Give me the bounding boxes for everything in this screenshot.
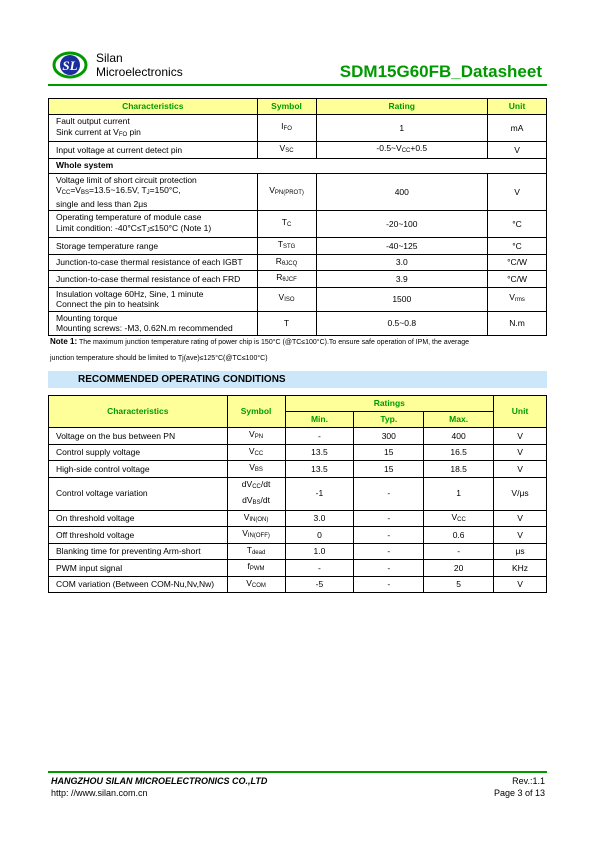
row-unit: V: [494, 461, 547, 478]
row-characteristic: Control supply voltage: [49, 444, 228, 461]
char-line: [56, 223, 250, 237]
row-min: -: [285, 428, 354, 445]
symbol: T: [281, 217, 287, 228]
subscript: PN: [254, 434, 264, 440]
row-unit: mA: [488, 115, 547, 142]
table-row: [49, 142, 547, 159]
note-line1: [50, 334, 545, 351]
header-typ: Typ.: [354, 412, 424, 428]
symbol: T: [246, 544, 252, 555]
row-min: 0: [285, 527, 354, 544]
group-row: [49, 158, 547, 173]
row-symbol: [257, 173, 316, 211]
row-symbol: [227, 461, 285, 478]
subscript: IN(ON): [249, 516, 269, 523]
symbol: R: [275, 255, 282, 266]
table-row: [49, 444, 547, 461]
row-min: -5: [285, 576, 354, 593]
text: ≤150°C (Note 1): [149, 222, 212, 233]
company-name: [96, 51, 183, 79]
row-unit: V: [494, 576, 547, 593]
row-symbol: [227, 560, 285, 577]
char-line: Connect the pin to heatsink: [56, 299, 160, 309]
row-min: 1.0: [285, 543, 354, 560]
row-rating: 3.0: [316, 254, 488, 271]
row-characteristic: Off threshold voltage: [49, 527, 228, 544]
row-characteristic: [49, 115, 258, 142]
row-unit: V: [494, 428, 547, 445]
row-unit: °C/W: [488, 254, 547, 271]
row-characteristic: Blanking time for preventing Arm-short: [49, 543, 228, 560]
table-row: [49, 271, 547, 288]
char-line: Mounting torque: [56, 312, 118, 323]
char-line: Fault output current: [56, 116, 130, 126]
row-rating: -20~100: [316, 211, 488, 238]
company-line2: Microelectronics: [96, 65, 183, 79]
subscript: CC: [401, 148, 411, 154]
header-min: Min.: [285, 412, 354, 428]
subscript: BS: [254, 467, 263, 473]
text: =V: [70, 185, 81, 195]
subscript: IN(OFF): [247, 533, 270, 539]
row-characteristic: Storage temperature range: [49, 238, 258, 255]
row-rating: 0.5~0.8: [316, 311, 488, 335]
row-rating: -40~125: [316, 238, 488, 255]
table-row: [49, 510, 547, 527]
text: Sink current at V: [56, 126, 119, 137]
symbol: V: [269, 185, 275, 195]
row-max: 20: [424, 560, 494, 577]
row-unit: °C/W: [488, 271, 547, 288]
row-unit: V: [494, 510, 547, 527]
subscript: FO: [118, 131, 128, 138]
symbol: V: [248, 445, 255, 456]
row-symbol: [227, 527, 285, 544]
header-unit: Unit: [494, 396, 547, 428]
row-unit: μs: [494, 543, 547, 560]
row-characteristic: On threshold voltage: [49, 510, 228, 527]
table-row: [49, 477, 547, 510]
table-row: [49, 115, 547, 142]
row-typ: 300: [354, 428, 424, 445]
row-symbol: [257, 142, 316, 159]
subscript: CC: [61, 190, 71, 196]
row-typ: -: [354, 543, 424, 560]
note-line2: junction temperature should be limited to Tj(ave)≤125°C(@TC≤100°C): [50, 355, 268, 362]
row-unit: [488, 287, 547, 311]
row-max: 400: [424, 428, 494, 445]
row-rating: 1500: [316, 287, 488, 311]
header-symbol: Symbol: [227, 396, 285, 428]
text: =150°C,: [149, 185, 181, 195]
row-unit: KHz: [494, 560, 547, 577]
row-characteristic: [49, 311, 258, 335]
subscript: COM: [251, 582, 266, 589]
symbol-line: [235, 495, 278, 509]
row-unit: V: [494, 527, 547, 544]
row-unit: V/μs: [494, 477, 547, 510]
text: V: [451, 511, 458, 522]
subscript: rms: [514, 297, 525, 304]
company-line1: Silan: [96, 51, 123, 65]
subscript: J: [146, 227, 150, 234]
document-title: SDM15G60FB_Datasheet: [339, 62, 542, 81]
char-line: Mounting screws: -M3, 0.62N.m recommended: [56, 323, 233, 333]
text: pin: [127, 126, 141, 137]
row-unit: °C: [488, 211, 547, 238]
char-line: [56, 185, 250, 199]
table-row: [49, 428, 547, 445]
row-min: -1: [285, 477, 354, 510]
subscript: SC: [285, 148, 294, 154]
header-characteristics: Characteristics: [49, 396, 228, 428]
subscript: PN(PROT): [274, 190, 304, 196]
subscript: CC: [254, 450, 264, 457]
header-ratings: Ratings: [285, 396, 494, 412]
row-symbol: [227, 576, 285, 593]
row-typ: -: [354, 560, 424, 577]
note-text: [50, 334, 545, 367]
header-divider: [48, 84, 547, 86]
subscript: ISO: [284, 297, 295, 304]
symbol-tail: /dt: [260, 478, 271, 489]
row-symbol: [227, 543, 285, 560]
row-max: 16.5: [424, 444, 494, 461]
table-row: [49, 238, 547, 255]
row-rating: 400: [316, 173, 488, 211]
table-row: [49, 543, 547, 560]
subscript: FO: [283, 126, 292, 133]
footer-divider: [48, 771, 547, 773]
row-characteristic: [49, 211, 258, 238]
char-line: Insulation voltage 60Hz, Sine, 1 minute: [56, 288, 204, 299]
subscript: θJCF: [282, 277, 297, 283]
table-row: [49, 254, 547, 271]
recommended-conditions-table: [48, 395, 547, 593]
row-symbol: [257, 287, 316, 311]
table-header-row: [49, 99, 547, 115]
subscript: CC: [252, 483, 261, 490]
note-label: Note 1:: [50, 337, 78, 346]
char-line: single and less than 2μs: [56, 198, 148, 209]
footer-page-number: Page 3 of 13: [493, 788, 545, 798]
section-heading: [48, 371, 547, 388]
table-row: [49, 311, 547, 335]
subscript: θJCQ: [281, 260, 298, 267]
row-typ: -: [354, 527, 424, 544]
row-characteristic: PWM input signal: [49, 560, 228, 577]
symbol: V: [243, 511, 250, 522]
absolute-ratings-table: [48, 98, 547, 336]
symbol: dV: [241, 478, 253, 489]
footer-revision: Rev.:1.1: [512, 776, 545, 786]
row-characteristic: [49, 173, 258, 211]
subscript: PWM: [249, 566, 265, 572]
symbol: dV: [242, 495, 253, 505]
subscript: BS: [80, 190, 89, 196]
table-row: [49, 173, 547, 211]
row-min: 13.5: [285, 444, 354, 461]
row-characteristic: COM variation (Between COM-Nu,Nv,Nw): [49, 576, 228, 593]
group-label: Whole system: [49, 158, 547, 173]
row-symbol: T: [257, 311, 316, 335]
row-typ: -: [354, 576, 424, 593]
row-unit: V: [488, 173, 547, 211]
subscript: BS: [252, 500, 261, 506]
row-symbol: [257, 211, 316, 238]
symbol: V: [279, 143, 286, 153]
symbol: R: [276, 272, 283, 282]
row-characteristic: Control voltage variation: [49, 477, 228, 510]
text: =13.5~16.5V, T: [89, 185, 147, 195]
row-unit: V: [494, 444, 547, 461]
row-typ: 15: [354, 461, 424, 478]
symbol-tail: /dt: [260, 495, 270, 505]
table-row: [49, 211, 547, 238]
header-symbol: Symbol: [257, 99, 316, 115]
char-line: Operating temperature of module case: [56, 212, 202, 222]
row-max: [424, 510, 494, 527]
subscript: CC: [457, 516, 466, 523]
svg-text:SL: SL: [62, 58, 78, 73]
table-row: [49, 527, 547, 544]
row-min: 3.0: [285, 510, 354, 527]
row-typ: -: [354, 510, 424, 527]
row-min: 13.5: [285, 461, 354, 478]
header-rating: Rating: [316, 99, 488, 115]
row-max: -: [424, 543, 494, 560]
row-symbol: [257, 271, 316, 288]
row-min: -: [285, 560, 354, 577]
text: -0.5~V: [376, 143, 402, 153]
silan-logo: [52, 50, 88, 80]
section-title: RECOMMENDED OPERATING CONDITIONS: [78, 374, 286, 385]
symbol-line: [235, 479, 278, 493]
footer-company: HANGZHOU SILAN MICROELECTRONICS CO.,LTD: [51, 776, 268, 786]
row-symbol: [257, 115, 316, 142]
subscript: dead: [251, 549, 266, 556]
row-symbol: [227, 428, 285, 445]
text: V: [56, 185, 62, 195]
header-characteristics: Characteristics: [49, 99, 258, 115]
header-unit: Unit: [488, 99, 547, 115]
subscript: C: [286, 222, 292, 229]
row-characteristic: Voltage on the bus between PN: [49, 428, 228, 445]
text: V: [509, 292, 515, 303]
row-symbol: [227, 510, 285, 527]
row-rating: [316, 142, 488, 159]
row-unit: V: [488, 142, 547, 159]
row-rating: 3.9: [316, 271, 488, 288]
subscript: J: [146, 190, 150, 196]
table-row: [49, 560, 547, 577]
symbol: f: [247, 561, 250, 571]
header-max: Max.: [424, 412, 494, 428]
row-characteristic: Input voltage at current detect pin: [49, 142, 258, 159]
symbol: I: [281, 121, 284, 132]
symbol: V: [249, 462, 255, 472]
row-characteristic: [49, 287, 258, 311]
row-characteristic: Junction-to-case thermal resistance of each IGBT: [49, 254, 258, 271]
row-rating: 1: [316, 115, 488, 142]
table-row: [49, 576, 547, 593]
char-line: [56, 127, 250, 141]
symbol: V: [246, 577, 252, 588]
row-max: 18.5: [424, 461, 494, 478]
note-body: The maximum junction temperature rating of power chip is 150°C (@TC≤100°C).To ensure safe operation of IPM, the average: [78, 339, 470, 346]
row-symbol: [227, 477, 285, 510]
text: Limit condition: -40°C≤T: [56, 222, 147, 233]
table-header-row: [49, 396, 547, 412]
row-symbol: [257, 238, 316, 255]
row-symbol: [257, 254, 316, 271]
table-row: [49, 287, 547, 311]
symbol: T: [277, 239, 283, 249]
row-typ: -: [354, 477, 424, 510]
text: +0.5: [410, 143, 428, 153]
symbol: V: [242, 528, 248, 538]
row-unit: N.m: [488, 311, 547, 335]
footer-url[interactable]: http: //www.silan.com.cn: [51, 788, 148, 798]
symbol: V: [278, 292, 285, 303]
table-row: [49, 461, 547, 478]
row-max: 1: [424, 477, 494, 510]
row-max: 0.6: [424, 527, 494, 544]
row-symbol: [227, 444, 285, 461]
row-characteristic: Junction-to-case thermal resistance of each FRD: [49, 271, 258, 288]
row-max: 5: [424, 576, 494, 593]
symbol: V: [249, 429, 255, 439]
char-line: Voltage limit of short circuit protection: [56, 174, 197, 185]
row-characteristic: High-side control voltage: [49, 461, 228, 478]
row-typ: 15: [354, 444, 424, 461]
subscript: STG: [282, 244, 296, 250]
row-unit: °C: [488, 238, 547, 255]
